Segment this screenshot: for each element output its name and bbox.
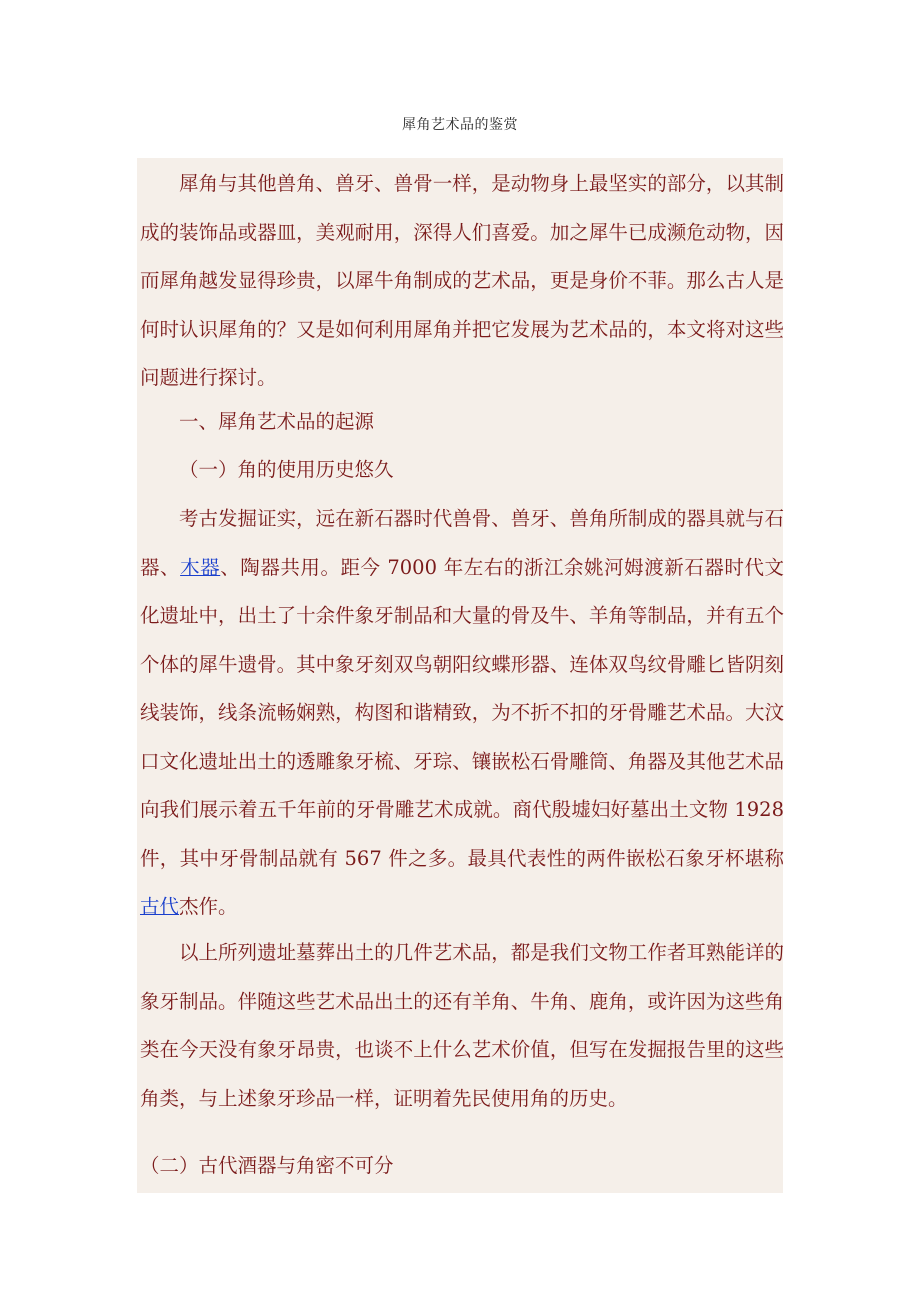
link-ancient[interactable]: 古代 [140, 895, 180, 918]
paragraph-text: 杰作。 [179, 895, 238, 918]
paragraph-ivory-artifacts: 以上所列遗址墓葬出土的几件艺术品，都是我们文物工作者耳熟能详的象牙制品。伴随这些艺术品出土的还有羊角、牛角、鹿角，或许因为这些角类在今天没有象牙昂贵，也谈不上什么艺术价值，但写在发掘报告里的这些角类，与上述象牙珍品一样，证明着先民使用角的历史。 [140, 941, 784, 1110]
paragraph-text: 、陶器共用。距今 7000 年左右的浙江余姚河姆渡新石器时代文化遗址中，出土了十余件象牙制品和大量的骨及牛、羊角等制品，并有五个个体的犀牛遗骨。其中象牙刻双鸟朝阳纹蝶形器、连体双鸟纹骨雕匕皆阴刻线装饰，线条流畅娴熟，构图和谐精致，为不折不扣的牙骨雕艺术品。大汶口文化遗址出土的透雕象牙梳、牙琮、镶嵌松石骨雕筒、角器及其他艺术品向我们展示着五千年前的牙骨雕艺术成就。商代殷墟妇好墓出土文物 1928 件，其中牙骨制品就有 567 件之多。最具代表性的两件嵌松石象牙杯堪称 [140, 555, 784, 870]
subsection-heading-history: （一）角的使用历史悠久 [179, 458, 394, 481]
section-heading-origin: 一、犀角艺术品的起源 [179, 410, 375, 433]
article-body [137, 158, 783, 1193]
paragraph-archaeology [140, 495, 784, 932]
paragraph-text: 考古发掘证实，远在新石器时代兽骨、兽牙、兽角所制成的器具就与石器、 [140, 507, 784, 579]
subsection-heading-wine-vessels: （二）古代酒器与角密不可分 [140, 1154, 394, 1177]
document-title: 犀角艺术品的鉴赏 [402, 117, 518, 133]
paragraph-intro: 犀角与其他兽角、兽牙、兽骨一样，是动物身上最坚实的部分，以其制成的装饰品或器皿，美观耐用，深得人们喜爱。加之犀牛已成濒危动物，因而犀角越发显得珍贵，以犀牛角制成的艺术品，更是身价不菲。那么古人是何时认识犀角的？又是如何利用犀角并把它发展为艺术品的，本文将对这些问题进行探讨。 [140, 172, 784, 389]
link-wooden-ware[interactable]: 木器 [180, 555, 221, 579]
